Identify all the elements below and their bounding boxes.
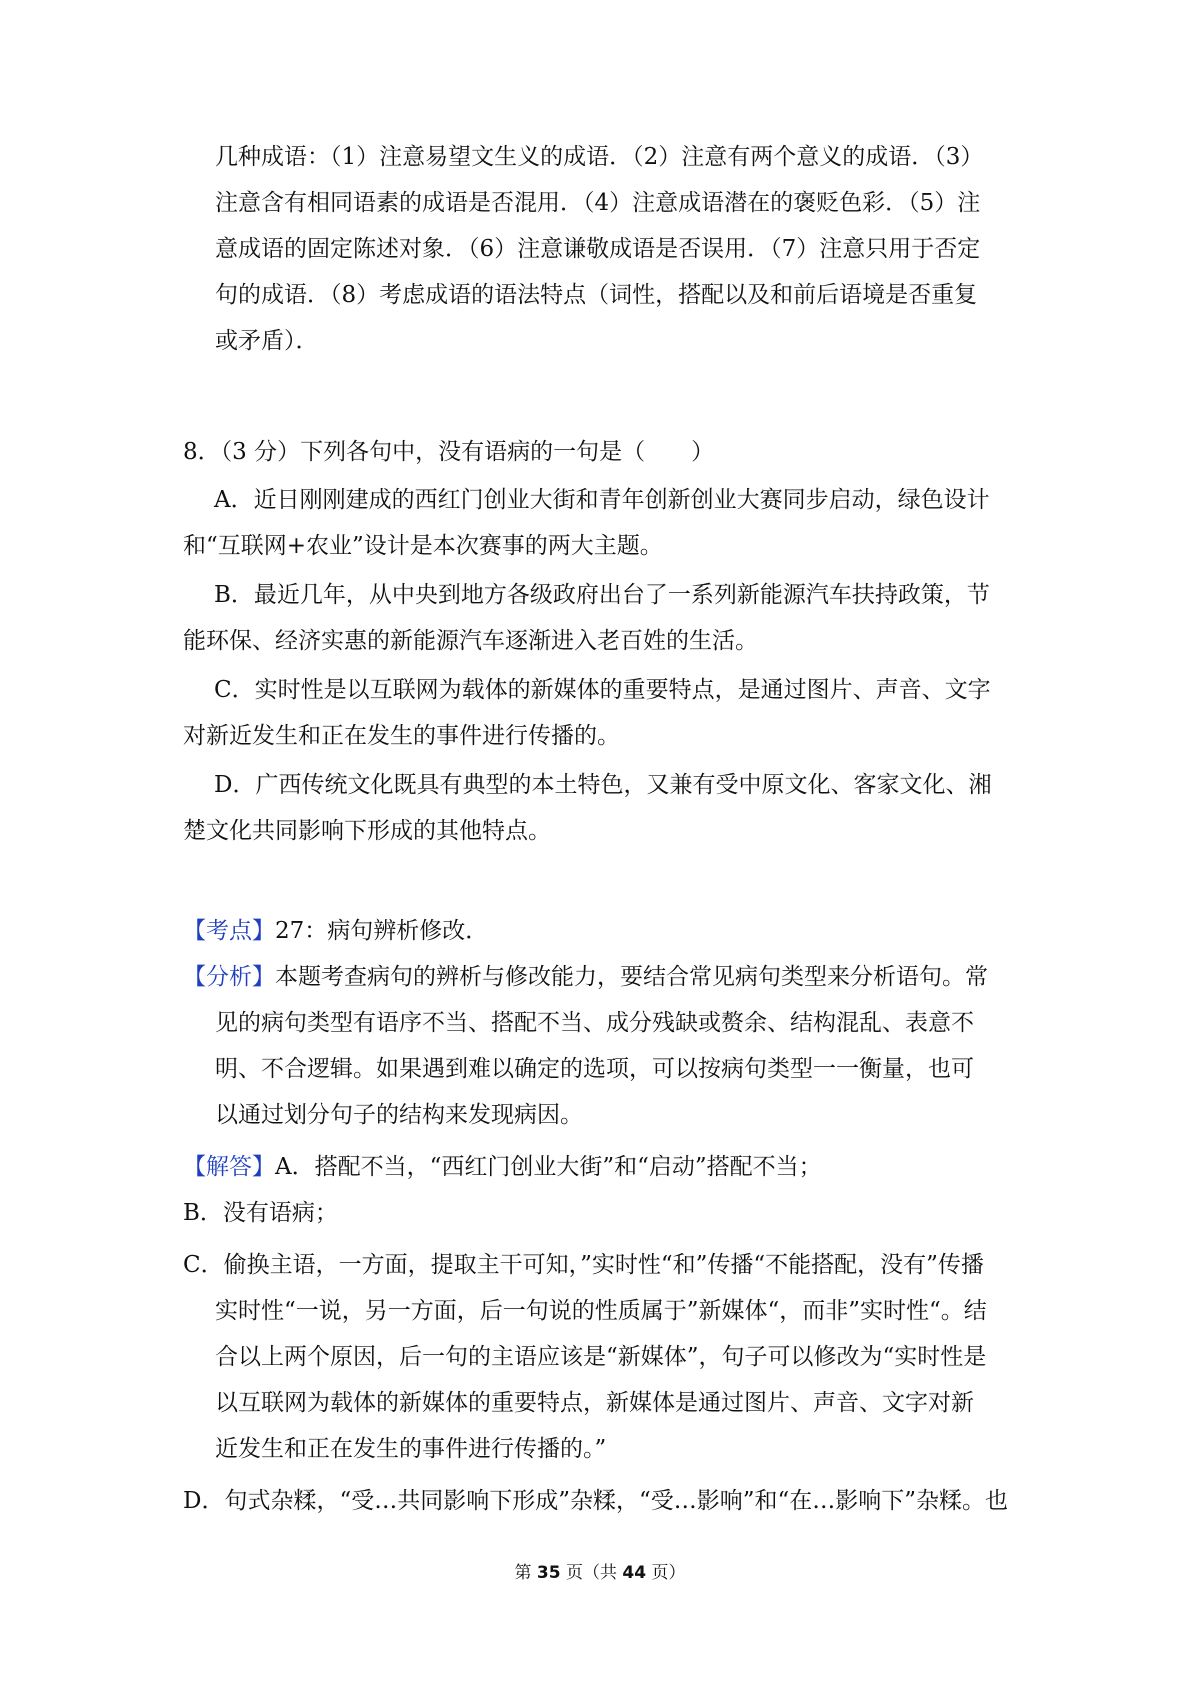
kaodian-text: 27：病句辨析修改． <box>275 918 489 944</box>
fenxi-line: 以通过划分句子的结构来发现病因。 <box>215 1102 583 1128</box>
jieda-d: D．句式杂糅，“受…共同影响下形成”杂糅，“受…影响”和“在…影响下”杂糅。也 <box>183 1488 1008 1514</box>
jieda-line <box>183 1152 822 1182</box>
jieda-c: C．偷换主语，一方面，提取主干可知，”实时性“和”传播“不能搭配，没有”传播 <box>183 1252 984 1278</box>
kaodian-label: 【考点】 <box>183 918 275 944</box>
option-b-line: B．最近几年，从中央到地方各级政府出台了一系列新能源汽车扶持政策，节 <box>214 582 990 608</box>
option-d-line: D．广西传统文化既具有典型的本土特色，又兼有受中原文化、客家文化、湘 <box>214 772 992 798</box>
analysis-line: 几种成语：（1）注意易望文生义的成语．（2）注意有两个意义的成语．（3） <box>215 144 984 170</box>
analysis-line: 注意含有相同语素的成语是否混用．（4）注意成语潜在的褒贬色彩．（5）注 <box>215 190 981 216</box>
fenxi-line <box>183 962 988 992</box>
option-d-line: 楚文化共同影响下形成的其他特点。 <box>183 818 551 844</box>
fenxi-label: 【分析】 <box>183 964 275 990</box>
footer-total-pages: 44 <box>622 1563 647 1583</box>
jieda-c-line: 合以上两个原因，后一句的主语应该是“新媒体”，句子可以修改为“实时性是 <box>215 1344 987 1370</box>
fenxi-text: 本题考查病句的辨析与修改能力，要结合常见病句类型来分析语句。常 <box>275 964 988 990</box>
jieda-b: B．没有语病； <box>183 1200 338 1226</box>
page-footer <box>0 1562 1200 1584</box>
option-c-line: 对新近发生和正在发生的事件进行传播的。 <box>183 723 620 749</box>
kaodian-line <box>183 916 488 946</box>
question-stem: 8．（3 分）下列各句中，没有语病的一句是（ ） <box>183 439 715 465</box>
option-c-line: C．实时性是以互联网为载体的新媒体的重要特点，是通过图片、声音、文字 <box>214 677 991 703</box>
footer-page-number: 35 <box>536 1563 561 1583</box>
jieda-a: A．搭配不当，“西红门创业大街”和“启动”搭配不当； <box>275 1154 822 1180</box>
analysis-line: 或矛盾）． <box>215 328 319 354</box>
jieda-c-line: 以互联网为载体的新媒体的重要特点，新媒体是通过图片、声音、文字对新 <box>215 1390 974 1416</box>
footer-mid: 页（共 <box>560 1563 623 1583</box>
option-a-line: 和“互联网+农业”设计是本次赛事的两大主题。 <box>183 533 663 559</box>
footer-pre: 第 <box>514 1563 537 1583</box>
fenxi-line: 明、不合逻辑。如果遇到难以确定的选项，可以按病句类型一一衡量，也可 <box>215 1056 974 1082</box>
jieda-c-line: 实时性“一说，另一方面，后一句说的性质属于”新媒体“，而非”实时性“。结 <box>215 1298 987 1324</box>
footer-post: 页） <box>646 1563 686 1583</box>
option-b-line: 能环保、经济实惠的新能源汽车逐渐进入老百姓的生活。 <box>183 628 758 654</box>
option-a-line: A．近日刚刚建成的西红门创业大街和青年创新创业大赛同步启动，绿色设计 <box>214 487 990 513</box>
analysis-line: 意成语的固定陈述对象．（6）注意谦敬成语是否误用．（7）注意只用于否定 <box>215 236 981 262</box>
jieda-label: 【解答】 <box>183 1154 275 1180</box>
jieda-c-line: 近发生和正在发生的事件进行传播的。” <box>215 1436 607 1462</box>
fenxi-line: 见的病句类型有语序不当、搭配不当、成分残缺或赘余、结构混乱、表意不 <box>215 1010 974 1036</box>
analysis-line: 句的成语．（8）考虑成语的语法特点（词性，搭配以及和前后语境是否重复 <box>215 282 978 308</box>
